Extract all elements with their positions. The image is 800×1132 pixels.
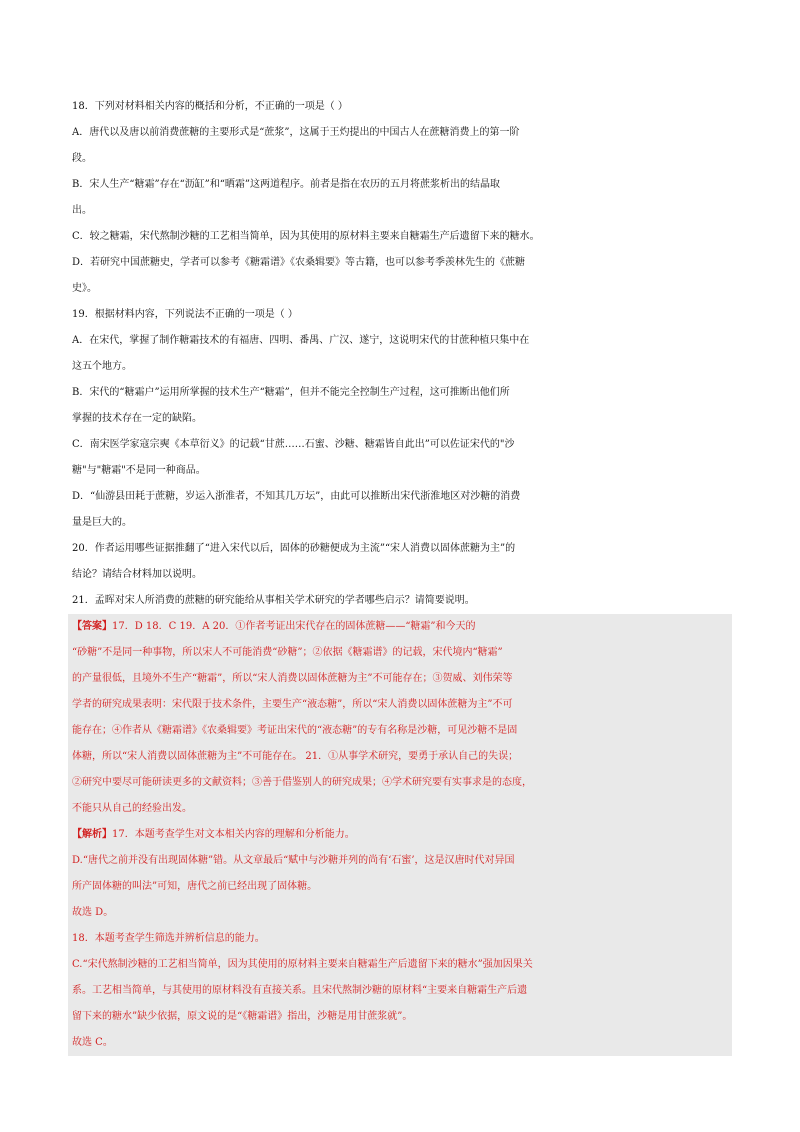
question-line: D．“仙游县田耗于蔗糖，岁运入浙淮者，不知其几万坛”，由此可以推断出宋代浙淮地区对沙糖的消费 xyxy=(72,491,521,502)
analysis-line: 17．本题考查学生对文本相关内容的理解和分析能力。 xyxy=(112,829,355,840)
question-line: 糖"与"糖霜"不是同一种商品。 xyxy=(72,465,206,476)
answer-line: 的产量很低，且境外不生产“糖霜”，所以“宋人消费以固体蔗糖为主”不可能存在；③贺威、刘伟荣等 xyxy=(72,673,513,684)
question-line: 18．下列对材料相关内容的概括和分析，不正确的一项是（ ） xyxy=(72,101,348,112)
answer-line: 17．D 18．C 19．A 20．①作者考证出宋代存在的固体蔗糖——“糖霜”和今天的 xyxy=(112,621,476,632)
question-line: 掌握的技术存在一定的缺陷。 xyxy=(72,413,202,424)
answer-line: 不能只从自己的经验出发。 xyxy=(72,803,192,814)
question-line: 结论？请结合材料加以说明。 xyxy=(72,569,202,580)
answer-line: 体糖，所以“宋人消费以固体蔗糖为主”不可能存在。 21．①从事学术研究，要勇于承认自己的失误； xyxy=(72,751,519,762)
question-line: 史》。 xyxy=(72,283,97,294)
question-line: 出。 xyxy=(72,205,92,216)
answer-line: ②研究中要尽可能研读更多的文献资料；③善于借鉴别人的研究成果；④学术研究要有实事求是的态度， xyxy=(72,777,532,788)
analysis-line: 留下来的糖水”缺少依据，原文说的是“《糖霜谱》指出，沙糖是用甘蔗浆就”。 xyxy=(72,1011,413,1022)
question-line: D．若研究中国蔗糖史，学者可以参考《糖霜谱》《农桑辑要》等古籍，也可以参考季羡林先生的《蔗糖 xyxy=(72,257,526,268)
question-line: 这五个地方。 xyxy=(72,361,132,372)
answer-line: 学者的研究成果表明：宋代限于技术条件，主要生产“液态糖”，所以“宋人消费以固体蔗糖为主”不可 xyxy=(72,699,513,710)
analysis-line: 18．本题考查学生筛选并辨析信息的能力。 xyxy=(72,933,265,944)
question-line: B．宋代的“糖霜户”运用所掌握的技术生产“糖霜”，但并不能完全控制生产过程，这可推断出他们所 xyxy=(72,387,510,398)
question-line: 段。 xyxy=(72,153,92,164)
question-line: 19．根据材料内容，下列说法不正确的一项是（ ） xyxy=(72,309,298,320)
question-line: A．在宋代，掌握了制作糖霜技术的有福唐、四明、番禺、广汉、遂宁，这说明宋代的甘蔗种植只集中在 xyxy=(72,335,530,346)
question-line: A．唐代以及唐以前消费蔗糖的主要形式是“蔗浆”，这属于王灼提出的中国古人在蔗糖消费上的第一阶 xyxy=(72,127,520,138)
answer-line: 能存在；④作者从《糖霜谱》《农桑辑要》考证出宋代的“液态糖”的专有名称是沙糖，可见沙糖不是固 xyxy=(72,725,518,736)
question-line: C．南宋医学家寇宗奭《本草衍义》的记载“甘蔗……石蜜、沙糖、糖霜皆自此出”可以佐证宋代的"沙 xyxy=(72,439,515,450)
answer-first-line xyxy=(72,614,732,640)
analysis-line: 所产固体糖的叫法”可知，唐代之前已经出现了固体糖。 xyxy=(72,881,318,892)
questions-section xyxy=(72,94,732,614)
question-line: 21．孟晖对宋人所消费的蔗糖的研究能给从事相关学术研究的学者哪些启示？请简要说明。 xyxy=(72,595,475,606)
analysis-line: D.“唐代之前并没有出现固体糖”错。从文章最后“赋中与沙糖并列的尚有‘石蜜’，这是汉唐时代对异国 xyxy=(72,855,515,866)
question-line: B．宋人生产“糖霜”存在“沥缸”和“晒霜”这两道程序。前者是指在农历的五月将蔗浆析出的结晶取 xyxy=(72,179,501,190)
document-page xyxy=(72,94,732,1056)
analysis-line: 系。工艺相当简单，与其使用的原材料没有直接关系。且宋代熬制沙糖的原材料“主要来自糖霜生产后遗 xyxy=(72,985,528,996)
answer-analysis-block xyxy=(68,614,732,1056)
analysis-label: 【解析】 xyxy=(72,829,112,840)
analysis-line: C.“宋代熬制沙糖的工艺相当简单，因为其使用的原材料主要来自糖霜生产后遗留下来的糖水”强加因果关 xyxy=(72,959,533,970)
question-line: 量是巨大的。 xyxy=(72,517,132,528)
answer-label: 【答案】 xyxy=(72,621,112,632)
question-line: 20．作者运用哪些证据推翻了“进入宋代以后，固体的砂糖便成为主流”“宋人消费以固体蔗糖为主”的 xyxy=(72,543,516,554)
analysis-first-line xyxy=(72,822,732,848)
question-line: C．较之糖霜，宋代熬制沙糖的工艺相当简单，因为其使用的原材料主要来自糖霜生产后遗留下来的糖水。 xyxy=(72,231,540,242)
analysis-line: 故选 D。 xyxy=(72,907,114,918)
analysis-line: 故选 C。 xyxy=(72,1037,113,1048)
answer-line: “砂糖”不是同一种事物，所以宋人不可能消费“砂糖”；②依据《糖霜谱》的记载，宋代境内“糖霜” xyxy=(72,647,503,658)
